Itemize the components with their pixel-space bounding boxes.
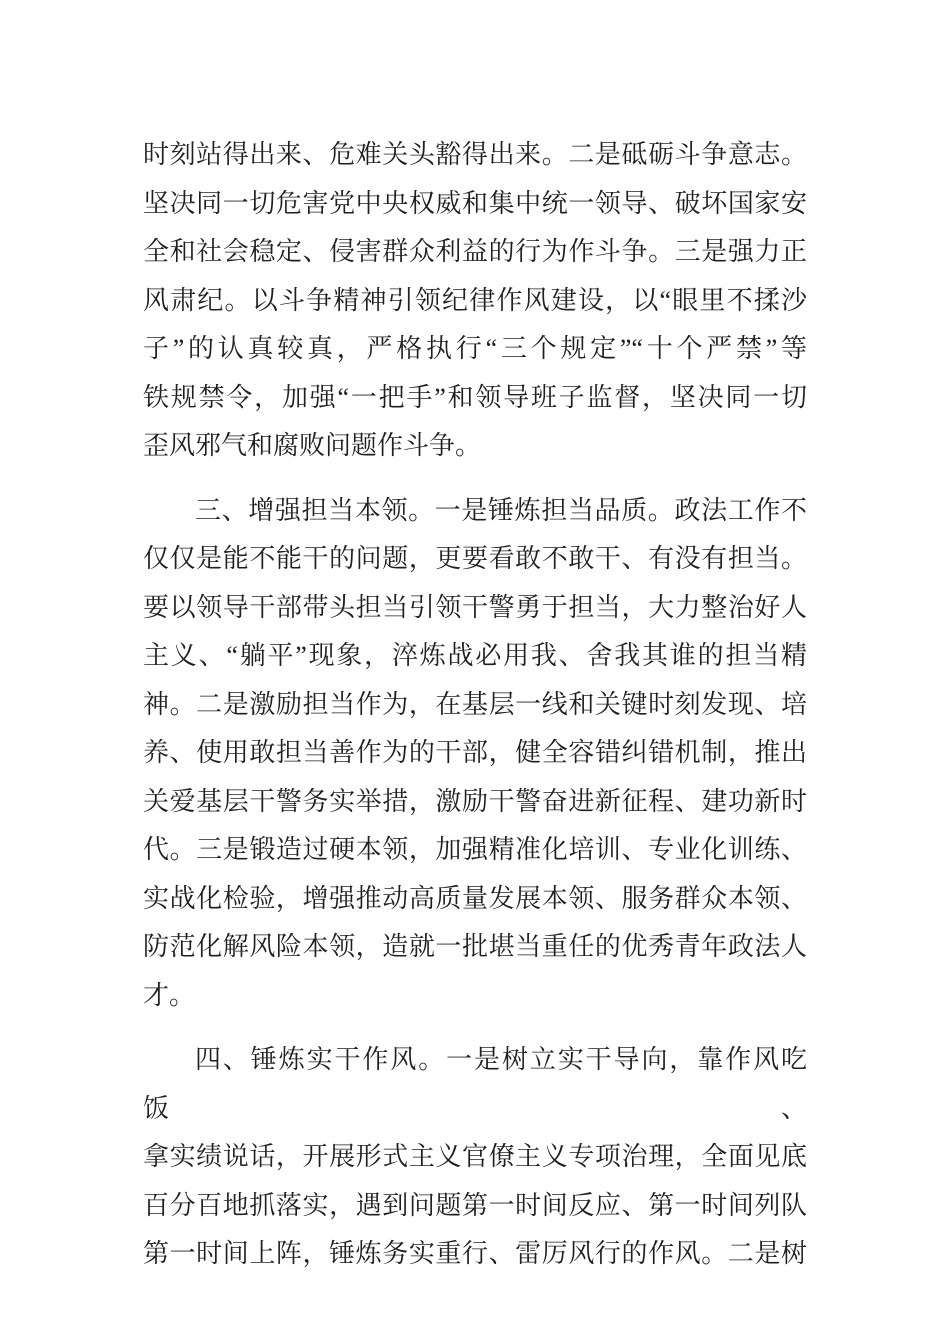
- text-line: 代。三是锻造过硬本领，加强精准化培训、专业化训练、: [143, 835, 807, 864]
- text-line: 时刻站得出来、危难关头豁得出来。二是砥砺斗争意志。: [143, 140, 807, 169]
- document-body: [143, 131, 807, 1279]
- text-line: 仅仅是能不能干的问题，更要看敢不敢干、有没有担当。: [143, 544, 807, 573]
- text-line: 风肃纪。以斗争精神引领纪律作风建设，以“眼里不揉沙: [143, 285, 807, 315]
- text-line: 铁规禁令，加强“一把手”和领导班子监督，坚决同一切: [143, 382, 807, 412]
- paragraph: [143, 487, 807, 1021]
- text-line: 歪风邪气和腐败问题作斗争。: [143, 431, 482, 460]
- paragraph: [143, 1036, 807, 1279]
- text-line: 防范化解风险本领，造就一批堪当重任的优秀青年政法人: [143, 932, 807, 961]
- text-line: 养、使用敢担当善作为的干部，健全容错纠错机制，推出: [143, 738, 807, 767]
- text-line: 第一时间上阵，锤炼务实重行、雷厉风行的作风。二是树: [143, 1239, 807, 1268]
- text-line: 全和社会稳定、侵害群众利益的行为作斗争。三是强力正: [143, 237, 807, 266]
- text-line: 坚决同一切危害党中央权威和集中统一领导、破坏国家安: [143, 188, 807, 218]
- paragraph: [143, 131, 807, 471]
- text-line: 关爱基层干警务实举措，激励干警奋进新征程、建功新时: [143, 786, 807, 816]
- text-line: 拿实绩说话，开展形式主义官僚主义专项治理，全面见底: [143, 1142, 807, 1171]
- text-line: 子”的认真较真，严格执行“三个规定”“十个严禁”等: [143, 334, 807, 363]
- text-line: 神。二是激励担当作为，在基层一线和关键时刻发现、培: [143, 689, 807, 719]
- text-line: 三、增强担当本领。一是锤炼担当品质。政法工作不: [195, 495, 807, 525]
- text-line: 四、锤炼实干作风。一是树立实干导向，靠作风吃饭、: [143, 1045, 807, 1123]
- text-line: 才。: [143, 980, 196, 1010]
- text-line: 百分百地抓落实，遇到问题第一时间反应、第一时间列队: [143, 1190, 807, 1220]
- text-line: 实战化检验，增强推动高质量发展本领、服务群众本领、: [143, 883, 807, 913]
- text-line: 主义、“躺平”现象，淬炼战必用我、舍我其谁的担当精: [143, 641, 807, 670]
- text-line: 要以领导干部带头担当引领干警勇于担当，大力整治好人: [143, 592, 807, 622]
